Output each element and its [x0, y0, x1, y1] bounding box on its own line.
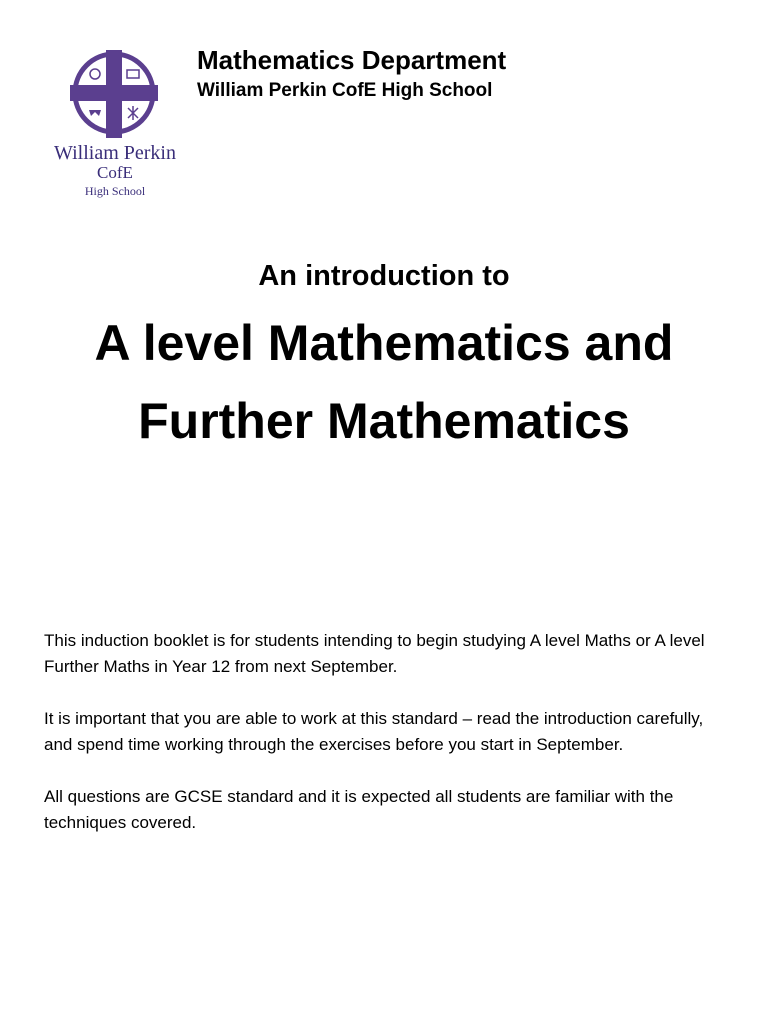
logo-cofe: CofE	[97, 163, 133, 182]
body-text	[44, 628, 734, 862]
page-title: A level Mathematics and Further Mathematics	[94, 315, 674, 449]
intro-heading: An introduction to	[258, 260, 510, 292]
paragraph-1: This induction booklet is for students intending to begin studying A level Maths or A level Further Maths in Year 12 from next September.	[44, 631, 705, 676]
logo-school: High School	[84, 184, 146, 198]
department-heading: Mathematics Department	[197, 45, 507, 75]
logo-name: William Perkin	[54, 142, 176, 164]
paragraph-3: All questions are GCSE standard and it is expected all students are familiar with the techniques covered.	[44, 787, 674, 832]
school-name: William Perkin CofE High School	[197, 80, 493, 101]
paragraph-2: It is important that you are able to work at this standard – read the introduction carefully, and spend time working through the exercises before you start in September.	[44, 709, 704, 754]
cross-crest-icon	[68, 50, 160, 138]
school-logo	[40, 48, 190, 200]
